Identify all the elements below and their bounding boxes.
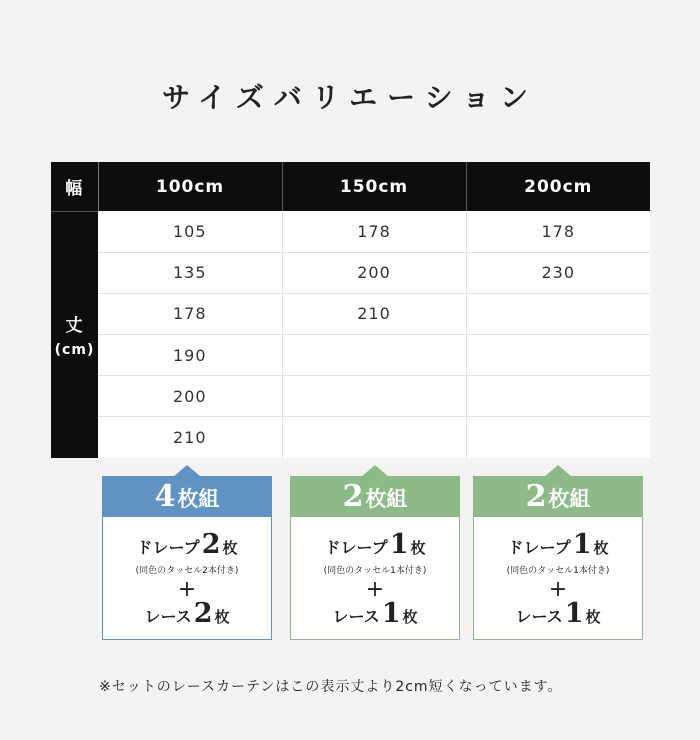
drape-line <box>291 529 459 560</box>
table-row <box>51 376 650 417</box>
drape-line <box>103 529 271 560</box>
drape-line <box>474 529 642 560</box>
lace-label: レース <box>332 607 380 626</box>
lace-label: レース <box>144 607 192 626</box>
table-cell: 210 <box>98 417 282 458</box>
table-cell: 200 <box>98 376 282 417</box>
drape-count: 2 <box>201 529 221 560</box>
table-cell: 190 <box>98 334 282 375</box>
pointer-arrow-icon <box>544 465 572 477</box>
table-cell: 178 <box>282 211 466 252</box>
drape-unit: 枚 <box>593 539 609 557</box>
drape-unit: 枚 <box>410 539 426 557</box>
drape-label: ドレープ <box>136 538 200 557</box>
table-cell <box>466 334 650 375</box>
set-count: 4 <box>154 479 176 514</box>
set-card-body <box>103 517 271 629</box>
set-card-header <box>291 477 459 517</box>
lace-line <box>474 598 642 629</box>
tassel-note: (同色のタッセル2本付き) <box>135 566 239 576</box>
drape-label: ドレープ <box>324 538 388 557</box>
pointer-arrow-icon <box>173 465 201 477</box>
set-count: 2 <box>525 479 547 514</box>
table-row <box>51 417 650 458</box>
set-card-body <box>291 517 459 629</box>
table-cell <box>282 417 466 458</box>
table-cell: 178 <box>98 293 282 334</box>
table-row <box>51 211 650 252</box>
width-header-200: 200cm <box>466 162 650 211</box>
set-card-body <box>474 517 642 629</box>
lace-line <box>291 598 459 629</box>
plus-sign: + <box>177 577 197 602</box>
lace-count: 1 <box>564 598 584 629</box>
table-cell <box>466 376 650 417</box>
length-header-unit: (cm) <box>54 342 95 359</box>
length-header-main: 丈 <box>65 316 84 337</box>
table-cell: 135 <box>98 252 282 293</box>
set-count: 2 <box>342 479 364 514</box>
tassel-note: (同色のタッセル1本付き) <box>506 566 610 576</box>
width-header-label: 幅 <box>51 162 98 211</box>
page-title: サイズバリエーション <box>161 81 539 114</box>
plus-sign: + <box>365 577 385 602</box>
drape-count: 1 <box>572 529 592 560</box>
set-count-unit: 枚組 <box>365 487 408 511</box>
size-variation-table <box>51 162 650 458</box>
table-row <box>51 293 650 334</box>
set-card-header <box>474 477 642 517</box>
set-card-2-piece <box>290 476 460 640</box>
drape-unit: 枚 <box>222 539 238 557</box>
table-cell: 230 <box>466 252 650 293</box>
length-header-label <box>51 211 98 458</box>
table-row <box>51 252 650 293</box>
table-cell <box>466 417 650 458</box>
width-header-150: 150cm <box>282 162 466 211</box>
table-cell <box>282 376 466 417</box>
table-row <box>51 334 650 375</box>
set-count-unit: 枚組 <box>548 487 591 511</box>
lace-unit: 枚 <box>585 608 601 626</box>
lace-unit: 枚 <box>214 608 230 626</box>
lace-count: 2 <box>193 598 213 629</box>
lace-label: レース <box>515 607 563 626</box>
table-cell <box>282 334 466 375</box>
drape-count: 1 <box>389 529 409 560</box>
set-card-header <box>103 477 271 517</box>
footnote: ※セットのレースカーテンはこの表示丈より2cm短くなっています。 <box>99 679 563 695</box>
drape-label: ドレープ <box>507 538 571 557</box>
set-card-4-piece <box>102 476 272 640</box>
table-cell <box>466 293 650 334</box>
table-cell: 210 <box>282 293 466 334</box>
set-count-unit: 枚組 <box>177 487 220 511</box>
pointer-arrow-icon <box>361 465 389 477</box>
lace-count: 1 <box>381 598 401 629</box>
table-cell: 105 <box>98 211 282 252</box>
table-cell: 178 <box>466 211 650 252</box>
tassel-note: (同色のタッセル1本付き) <box>323 566 427 576</box>
table-header-row <box>51 162 650 211</box>
table-cell: 200 <box>282 252 466 293</box>
lace-unit: 枚 <box>402 608 418 626</box>
set-card-2-piece <box>473 476 643 640</box>
width-header-100: 100cm <box>98 162 282 211</box>
lace-line <box>103 598 271 629</box>
plus-sign: + <box>548 577 568 602</box>
